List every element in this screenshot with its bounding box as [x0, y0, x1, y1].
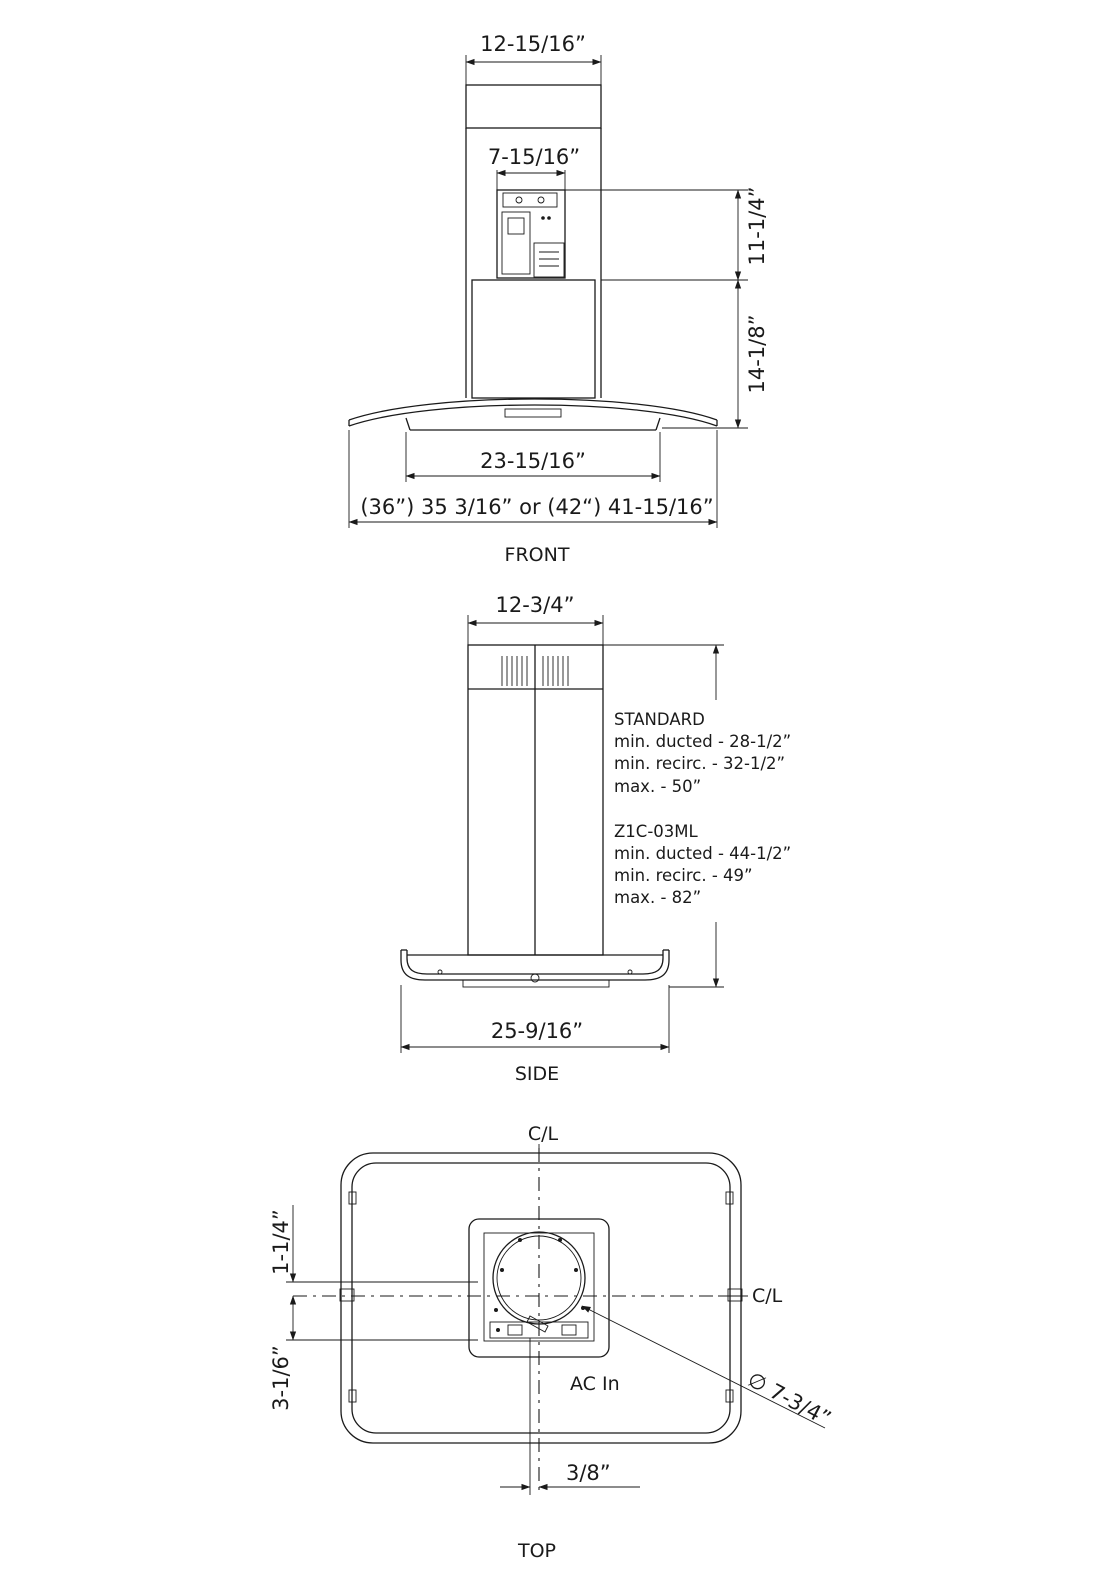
top-dim-offset-up: 1-1/4” [269, 1209, 293, 1275]
top-dim-duct-diameter: ∅ 7-3/4” [743, 1367, 835, 1431]
front-dim-bracket-width: 7-15/16” [487, 145, 581, 169]
top-centerline-vertical-label: C/L [527, 1123, 559, 1145]
front-dim-bracket-height: 11-1/4” [745, 186, 769, 266]
z1c-title: Z1C-03ML [614, 822, 698, 841]
standard-min-ducted: min. ducted - 28-1/2” [614, 732, 792, 751]
standard-min-recirc: min. recirc. - 32-1/2” [614, 754, 786, 773]
top-dim-offset-down: 3-1/6” [269, 1345, 293, 1411]
standard-max: max. - 50” [614, 777, 702, 796]
top-view-label: TOP [517, 1540, 557, 1562]
front-dim-canopy-bottom-width: 23-15/16” [480, 449, 586, 473]
side-view-label: SIDE [514, 1063, 560, 1085]
side-height-notes [614, 710, 791, 907]
front-lower-chimney [472, 280, 595, 398]
standard-title: STANDARD [614, 710, 705, 729]
side-dim-chimney-depth: 12-3/4” [495, 593, 575, 617]
front-mounting-bracket [497, 190, 565, 278]
top-dim-offset-horizontal: 3/8” [566, 1461, 611, 1485]
z1c-min-ducted: min. ducted - 44-1/2” [614, 844, 792, 863]
front-view [349, 32, 769, 566]
front-canopy [349, 399, 717, 430]
top-canopy-outline [341, 1153, 741, 1443]
z1c-min-recirc: min. recirc. - 49” [614, 866, 753, 885]
front-dim-chimney-width: 12-15/16” [480, 32, 586, 56]
front-upper-chimney-cap [466, 85, 601, 128]
top-view [269, 1123, 835, 1562]
top-ac-in-label: AC In [570, 1373, 620, 1395]
side-canopy [401, 950, 669, 987]
front-dim-lower-chimney-height: 14-1/8” [745, 314, 769, 394]
side-view [401, 593, 791, 1085]
front-view-label: FRONT [504, 544, 570, 566]
top-centerline-horizontal-label: C/L [752, 1285, 783, 1307]
side-dim-canopy-depth: 25-9/16” [490, 1019, 584, 1043]
front-dim-overall-width: (36”) 35 3/16” or (42“) 41-15/16” [360, 495, 714, 519]
z1c-max: max. - 82” [614, 888, 702, 907]
